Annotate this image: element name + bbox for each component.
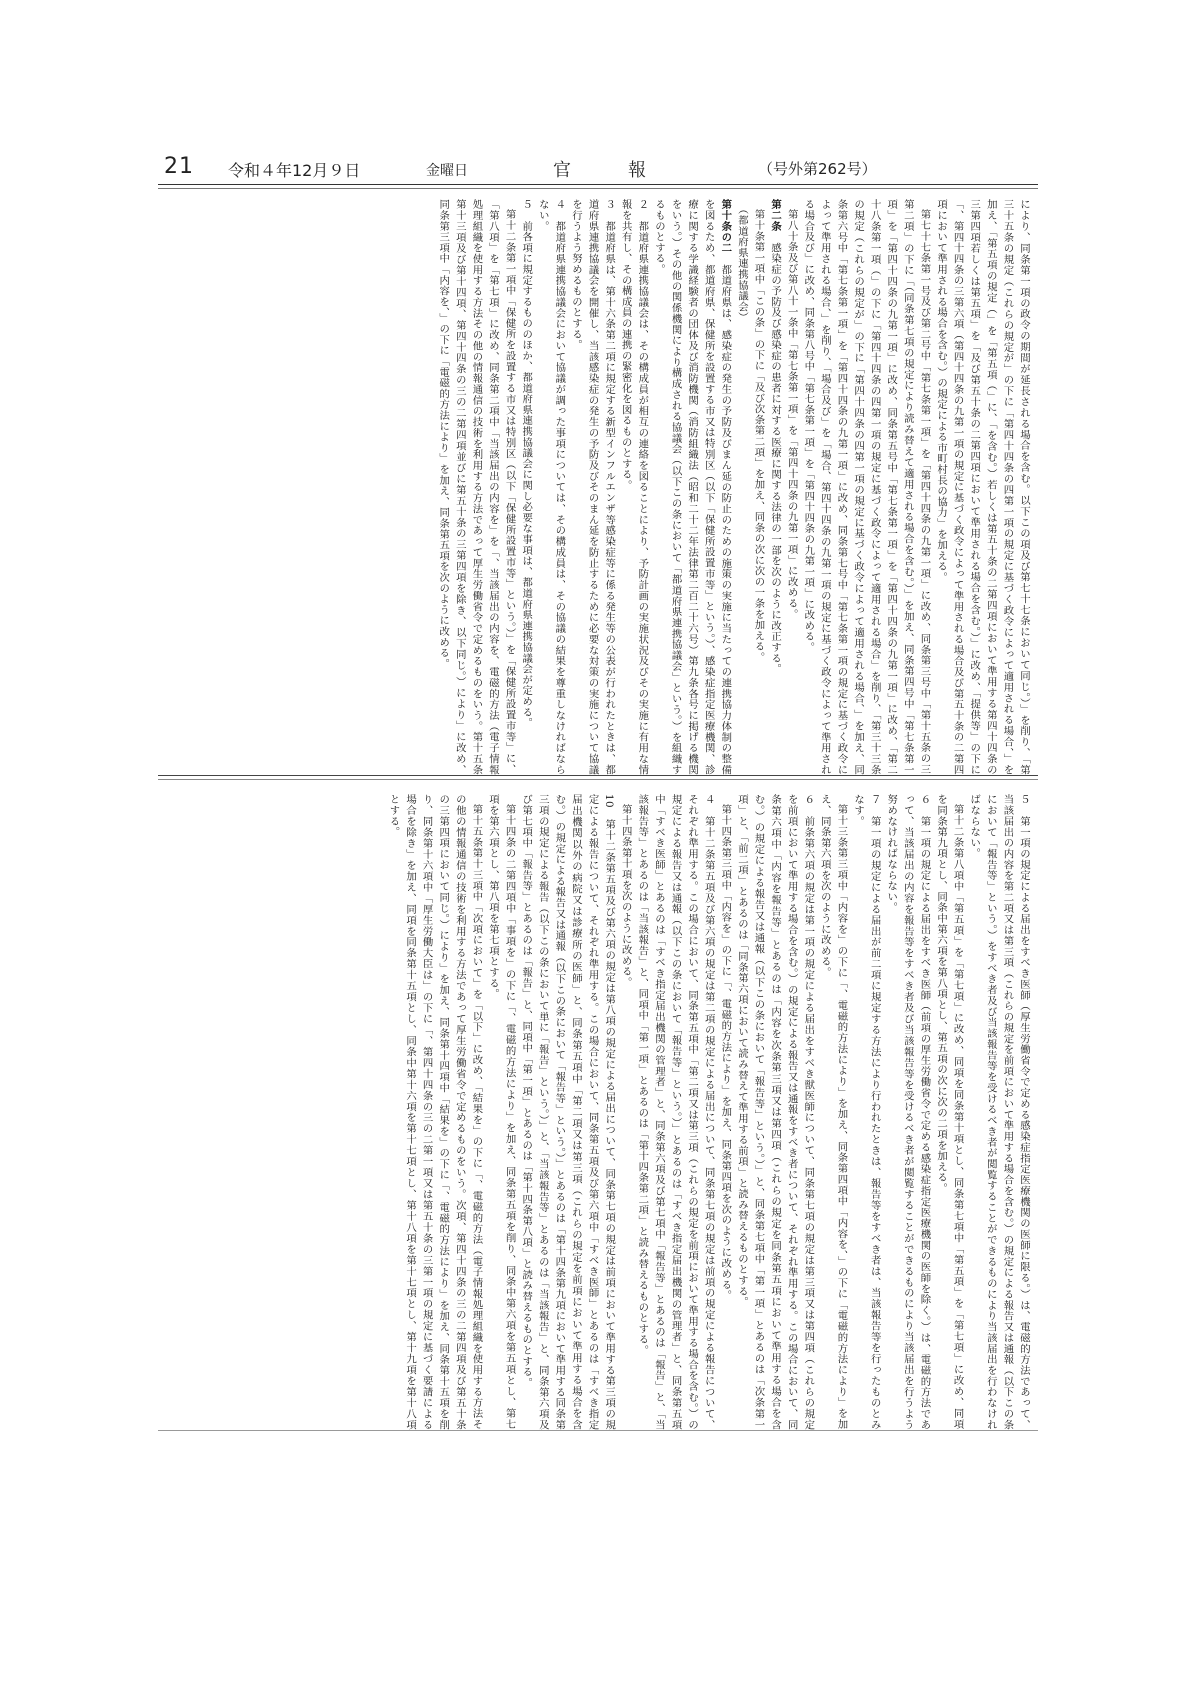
page-number: 21 [164,154,194,179]
numbered-item: ５ 前各項に規定するもののほか、都道府県連携協議会に関し必要な事項は、都道府県連携協議会が定める。 [520,199,533,729]
numbered-item: ５ 第一項の規定による届出をすべき医師（厚生労働省令で定める感染症指定医療機関の医師に限る。）は、電磁的方法であって、当該届出の内容を第二項又は第三項（これらの規定を前項において準用する場合を含む。）の規定による報告又は通報（以下この条において「報告等」という。）をすべき者及び当該報告等を受けるべき者が閲覧することができるものにより当該届出を行わなければならない。 [968,794,1030,1430]
upper-text-band [158,189,1038,775]
numbered-item: ６ 前条第六項の規定は第一項の規定による届出をすべき獣医師について、同条第七項の規定は第三項又は第四項（これらの規定を前項において準用する場合を含む。）の規定による報告又は通報をすべき者について、それぞれ準用する。この場合において、同条第六項中「内容を報告等」とあるのは「内容を次条第三項又は第四項（これらの規定を同条第五項において準用する場合を含む。）の規定による報告又は通報（以下この条において「報告等」という。）」と、同条第七項中「第一項」とあるのは「次条第一項」と、「前二項」とあるのは「同条第六項において読み替えて準用する前項」と読み替えるものとする。 [735,794,815,1430]
gazette-title-first-char: 官 [553,160,571,181]
weekday: 金曜日 [426,163,468,179]
issue-number: （号外第262号） [758,160,877,178]
numbered-item: ７ 第一項の規定による届出が前二項に規定する方法により行われたときは、報告等をすべき者は、当該報告等を行ったものとみなす。 [852,794,881,1430]
article-number: 第二条 [769,199,782,232]
numbered-item: 10 第十二条第五項及び第六項の規定は第八項の規定による届出について、同条第七項の規定は前項において準用する第三項の規定による報告について、それぞれ準用する。この場合において、同条第五項及び第六項中「すべき医師」とあるのは「すべき指定届出機関以外の病院又は診療所の医師」と、同条第五項中「第二項又は第三項（これらの規定を前項において準用する場合を含む。）の規定による報告又は通報（以下この条において「報告等」という。）」とあるのは「第十四条第九項において準用する同条第三項の規定による報告（以下この条において単に「報告」という。）」と、「当該報告等」とあるのは「当該報告」と、同条第六項及び第七項中「報告等」とあるのは「報告」と、同項中「第一項」とあるのは「第十四条第八項」と読み替えるものとする。 [520,794,616,1430]
article-heading: 第二条 感染症の予防及び感染症の患者に対する医療に関する法律の一部を次のように改正する。 [769,199,782,675]
gazette-page [158,150,1038,1431]
lower-text-band [158,780,1038,1430]
article-number: 第十条の二 [719,199,732,254]
bottom-rule [158,1430,1038,1431]
paragraph: 第十条第一項中「この条」の下に「及び次条第二項」を加え、同条の次に次の一条を加える。 [752,209,765,663]
paragraph: 第十三条第三項中「内容を」の下に「、電磁的方法により」を加え、同条第四項中「内容を、」の下に「電磁的方法により」を加え、同条第六項を次のように改める。 [818,794,848,1430]
paragraph: 第八十条及び第八十一条中「第七条第一項」を「第四十四条の九第一項」に改める。 [785,209,798,620]
numbered-item: ３ 都道府県は、第十六条第二項に規定する新型インフルエンザ等感染症等に係る発生等の公表が行われたときは、都道府県連携協議会を開催し、当該感染症の発生の予防及びそのまん延を防止するために必要な対策の実施について協議を行うよう努めるものとする。 [569,199,616,775]
numbered-item: ４ 第十二条第五項及び第六項の規定は第二項の規定による届出について、同条第七項の規定は前項の規定による報告について、それぞれ準用する。この場合において、同条第五項中「第二項又は第三項（これらの規定を前項において準用する場合を含む。）の規定による報告又は通報（以下この条において「報告等」という。）」とあるのは「すべき指定届出機関の管理者」と、同条第五項中「すべき医師」とあるのは「すべき指定届出機関の管理者」と、同条第六項及び第七項中「報告等」とあるのは「報告」と、「当該報告等」とあるのは「当該報告」と、同項中「第一項」とあるのは「第十四条第二項」と読み替えるものとする。 [636,794,715,1430]
numbered-item: ４ 都道府県連携協議会において協議が調った事項については、その構成員は、その協議の結果を尊重しなければならない。 [536,199,566,775]
paragraph: 第十四条第三項中「内容を」の下に「、電磁的方法により」を加え、同条第四項を次のように改める。 [719,804,732,1302]
paragraph: 第十五条第十三項中「次項において」を「以下」に改め、「結果を」の下に「、電磁的方法（電子情報処理組織を使用する方法その他の情報通信の技術を利用する方法であって厚生労働省令で定めるものをいう。次項、第四十四条の三の二第四項及び第五十条の三第四項において同じ。）により」を加え、同条第十四項中「結果を」の下に「、電磁的方法により」を加え、同条第十五項を削り、同条第十六項中「厚生労働大臣は」の下に「、第四十四条の三の二第一項又は第五十条の三第一項の規定に基づく要請による場合を除き」を加え、同項を同条第十五項とし、同条中第十六項を第十七項とし、第十八項を第十七項とし、第十九項を第十八項とする。 [387,794,483,1430]
paragraph: 第十二条第八項中「第五項」を「第七項」に改め、同項を同条第十項とし、同条第七項中「第五項」を「第七項」に改め、同項を同条第九項とし、同条中第六項を第八項とし、第五項の次に次の二項を加える。 [935,794,964,1430]
numbered-item: ６ 第一項の規定による届出をすべき医師（前項の厚生労働省令で定める感染症指定医療機関の医師を除く。）は、電磁的方法であって、当該届出の内容を報告等をすべき者及び当該報告等を受けるべき者が閲覧することができるものにより当該届出を行うよう努めなければならない。 [885,794,931,1430]
paragraph: 第十四条第十項を次のように改める。 [619,804,632,988]
paragraph: 第七十七条第一号及び第二号中「第七条第一項」を「第四十四条の九第一項」に改め、同条第三号中「第十五条の三第二項」の下に「（同条第七項の規定により読み替えて適用される場合を含む。）」を加え、同条第四号中「第七条第一項」を「第四十四条の九第一項」に改め、同条第五号中「第七条第一項」を「第四十四条の九第一項」に改め、「第二十八条第一項（」の下に「第四十四条の四第一項の規定に基づく政令によって適用される場合」を削り、「第三十三条の規定（これらの規定が」の下に「第四十四条の四第一項の規定に基づく政令によって適用される場合、」を加え、同条第六号中「第七条第一項」を「第四十四条の九第一項」に改め、同条第七号中「第七条第一項の規定に基づく政令によって準用される場合、」を削り、「場合及び」を「場合、第四十四条の九第一項の規定に基づく政令によって準用される場合及び」に改め、同条第八号中「第七条第一項」を「第四十四条の九第一項」に改める。 [802,199,931,775]
paragraph: 第十二条第一項中「保健所を設置する市又は特別区（以下「保健所設置市等」という。）」を「保健所設置市等」に、「第八項」を「第七項」に改め、同条第二項中「当該届出の内容を」を「、当該届出の内容を、電磁的方法（電子情報処理組織を使用する方法その他の情報通信の技術を利用する方法であって厚生労働省令で定めるものをいう。第十五条第十三項及び第十四項、第四十四条の三の二第四項並びに第五十条の三第四項を除き、以下同じ。）により」に改め、同条第三項中「内容を、」の下に「電磁的方法により」を加え、同条第五項を次のように改める。 [437,199,516,775]
masthead [158,150,1038,184]
article-heading: 第十条の二 都道府県は、感染症の発生の予防及びまん延の防止のための施策の実施に当たっての連携協力体制の整備を図るため、都道府県、保健所を設置する市又は特別区（以下「保健所設置市等」という。）、感染症指定医療機関、診療に関する学識経験者の団体及び消防機関（消防組織法（昭和二十二年法律第二百二十六号）第九条各号に掲げる機関をいう。）その他の関係機関により構成される協議会（以下この条において「都道府県連携協議会」という。）を組織するものとする。 [652,199,732,775]
paragraph: 第十四条の二第四項中「事項を」の下に「、電磁的方法により」を加え、同条第五項を削り、同条中第六項を第五項とし、第七項を第六項とし、第八項を第七項とする。 [487,794,516,1430]
gazette-title-second-char: 報 [628,160,646,181]
numbered-item: ２ 都道府県連携協議会は、その構成員が相互の連絡を図ることにより、予防計画の実施状況及びその実施に有用な情報を共有し、その構成員の連携の緊密化を図るものとする。 [619,199,649,775]
paragraph: により、同条第一項の政令の期間が延長される場合を含む。以下この項及び第七十七条において同じ。）」を削り、「第三十五条の規定（これらの規定が」の下に「第四十四条の四第一項の規定に基づく政令によって適用される場合、」を加え、「第五項の規定（」を「第五項（」に、「を含む。）若しくは第五十条の二第四項において準用する第四十四条の三第四項若しくは第五項」を「及び第五十条の二第四項において準用される場合を含む。）」に改め、「提供等」の下に「、第四十四条の三第六項（第四十四条の九第一項の規定に基づく政令によって準用される場合及び第五十条の二第四項において準用される場合を含む。）の規定による市町村長の協力」を加える。 [935,199,1030,775]
article-caption: （都道府県連携協議会） [735,204,748,323]
publication-date: 令和４年12月９日 [228,161,361,180]
